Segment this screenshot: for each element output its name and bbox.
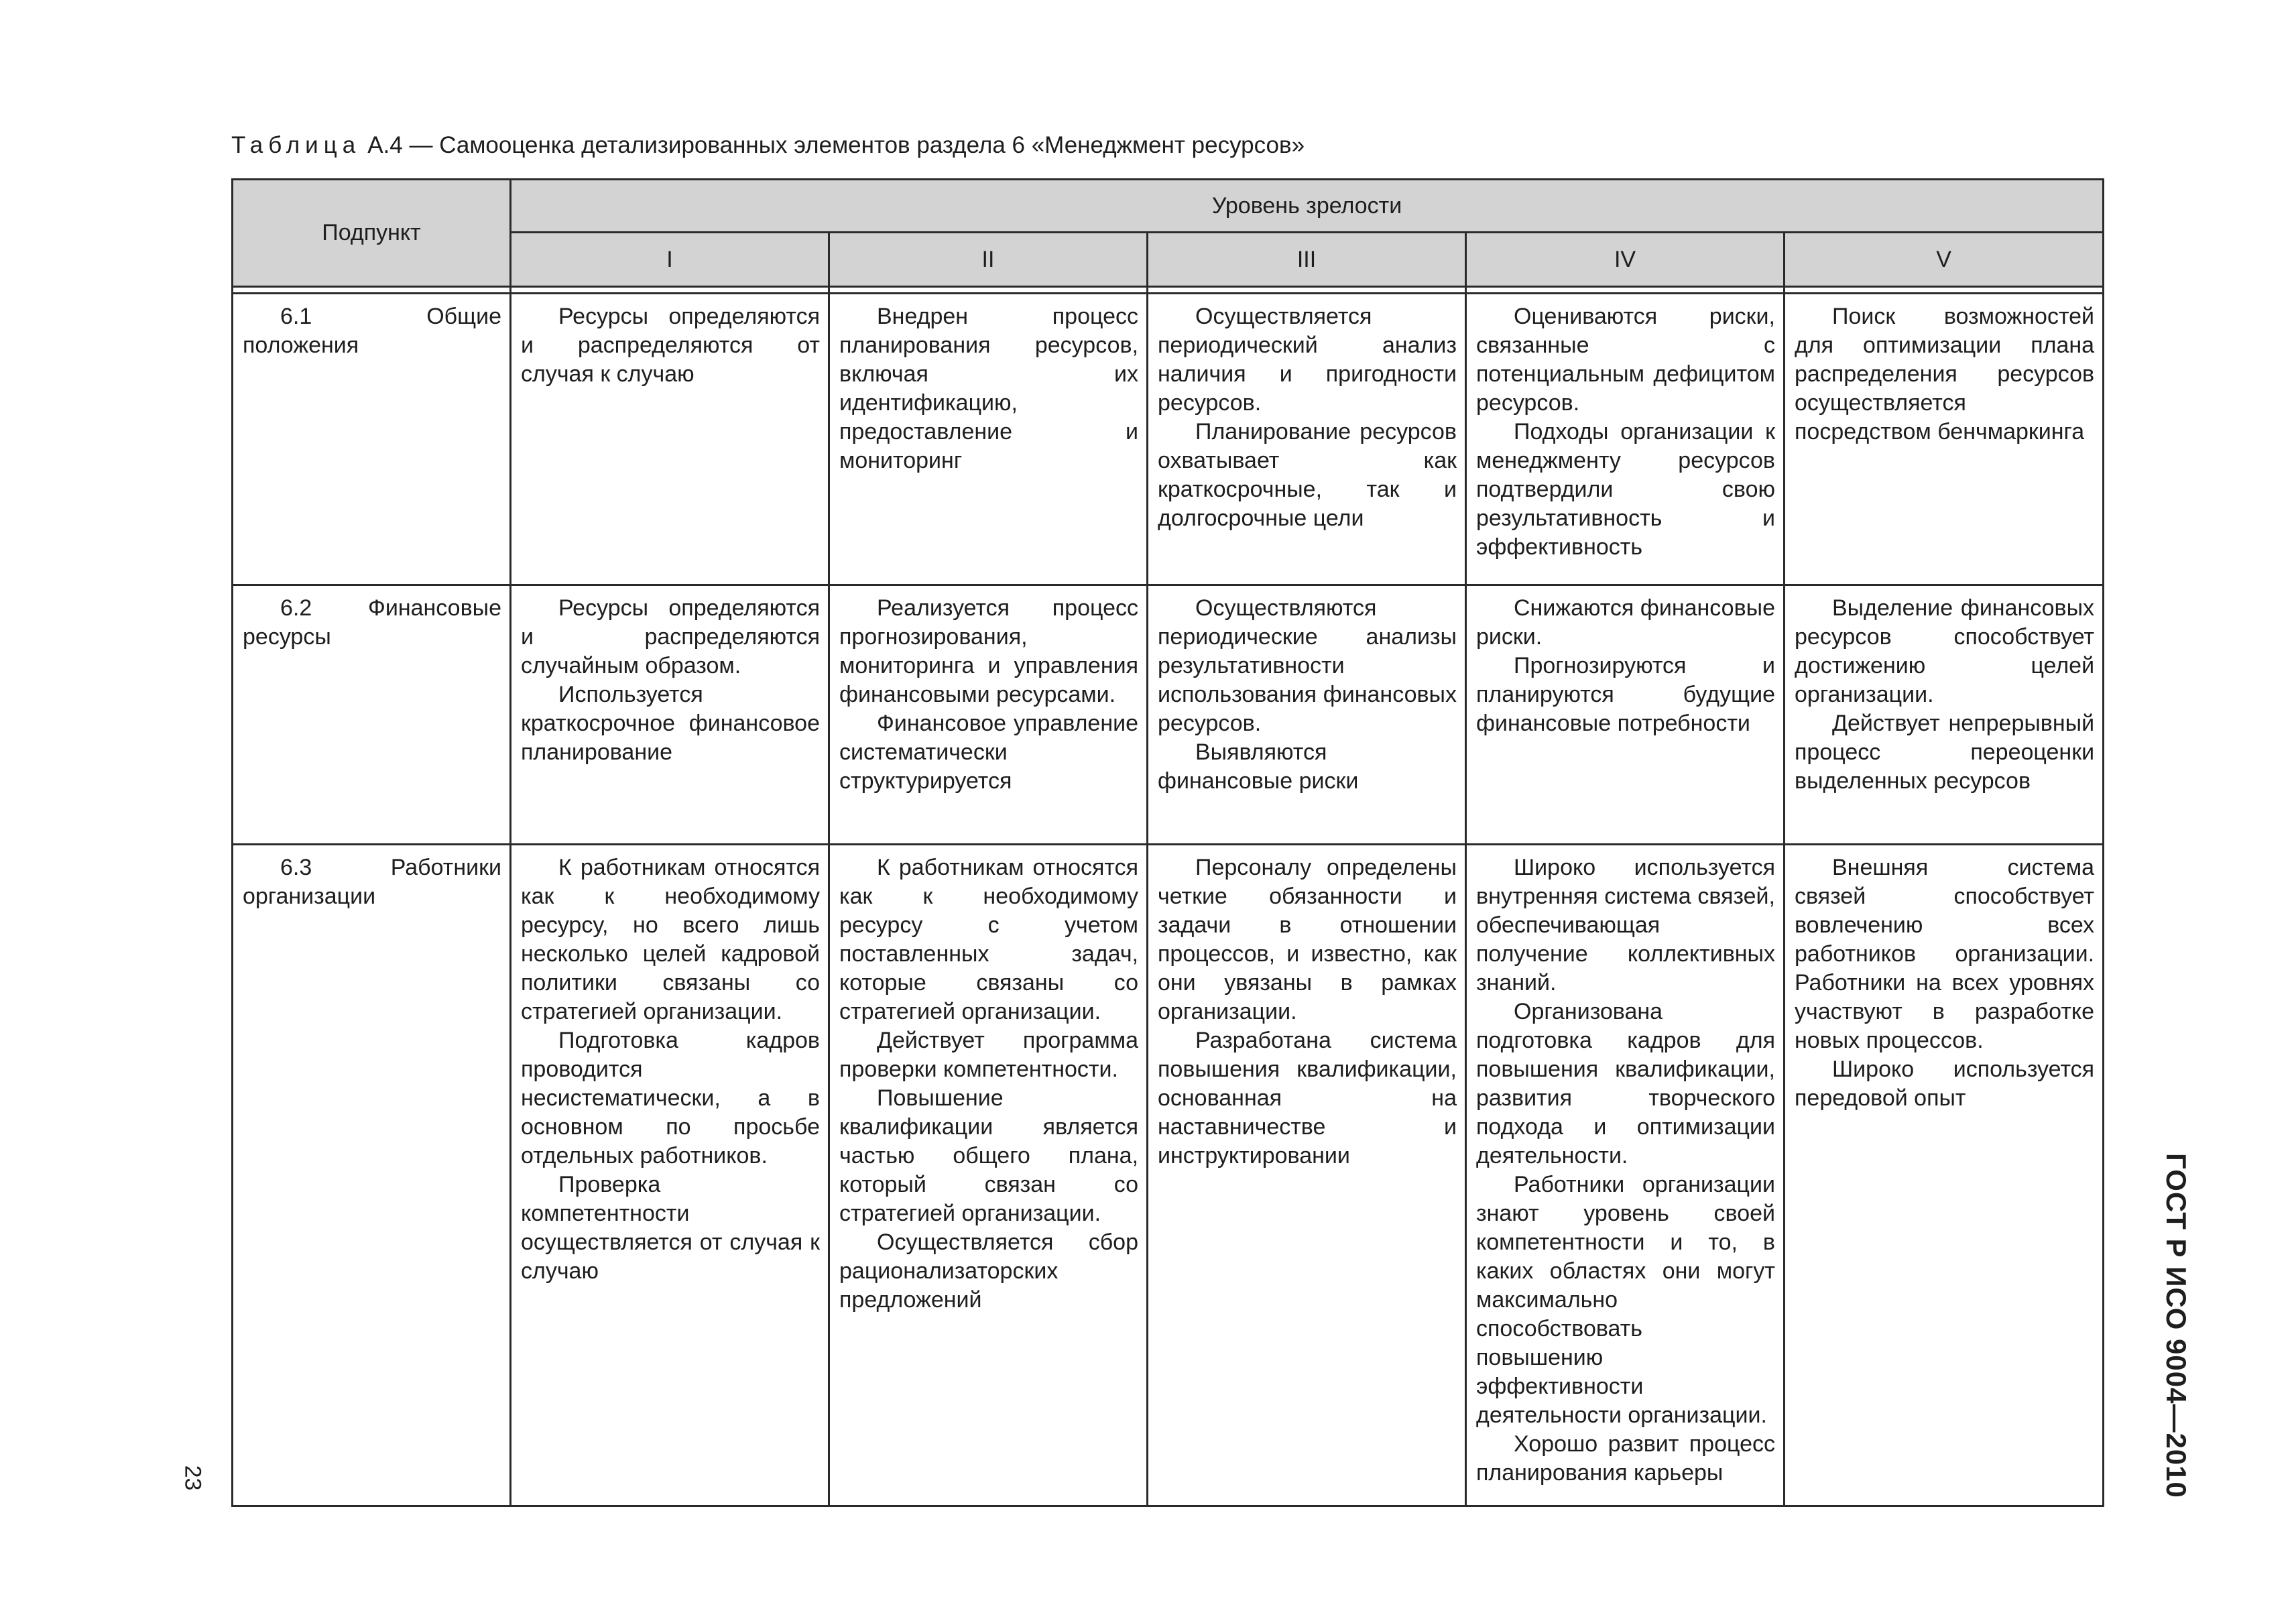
cell-level-4: Оцениваются риски, связанные с потенциальным дефицитом ресурсов. Подходы организации к менеджменту ресурсов подтвердили свою результативность и эффективность <box>1466 294 1785 585</box>
header-level-3: III <box>1148 233 1466 287</box>
cell-level-3: Осуществляются периодические анализы результативности использования финансовых ресурсов. Выявляются финансовые риски <box>1148 585 1466 845</box>
cell-level-1: Ресурсы определяются и распределяются случайным образом. Используется краткосрочное финансовое планирование <box>511 585 829 845</box>
header-level-5: V <box>1785 233 2104 287</box>
cell-level-2: К работникам относятся как к необходимому ресурсу с учетом поставленных задач, которые связаны со стратегией организации. Действует программа проверки компетентности. Повышение квалификации является частью общего плана, который связан со стратегией организации. Осуществляется сбор рационализаторских предложений <box>829 845 1148 1506</box>
table-row <box>233 294 2104 585</box>
cell-level-5: Выделение финансовых ресурсов способствует достижению целей организации. Действует непрерывный процесс переоценки выделенных ресурсов <box>1785 585 2104 845</box>
cell-level-5: Поиск возможностей для оптимизации плана распределения ресурсов осуществляется посредством бенчмаркинга <box>1785 294 2104 585</box>
cell-level-4: Широко используется внутренняя система связей, обеспечивающая получение коллективных знаний. Организована подготовка кадров для повышения квалификации, развития творческого подхода и оптимизации деятельности. Работники организации знают уровень своей компетентности и то, в каких областях они могут максимально способствовать повышению эффективности деятельности организации. Хорошо развит процесс планирования карьеры <box>1466 845 1785 1506</box>
table-row <box>233 845 2104 1506</box>
header-maturity-level: Уровень зрелости <box>511 180 2104 233</box>
cell-level-2: Реализуется процесс прогнозирования, мониторинга и управления финансовыми ресурсами. Финансовое управление систематически структурируется <box>829 585 1148 845</box>
table-row <box>233 585 2104 845</box>
standard-designation: ГОСТ Р ИСО 9004—2010 <box>2161 1153 2192 1498</box>
table-caption-label: Таблица <box>231 132 361 158</box>
cell-level-1: К работникам относятся как к необходимому ресурсу, но всего лишь несколько целей кадровой политики связаны со стратегией организации. Подготовка кадров проводится несистематически, а в основном по просьбе отдельных работников. Проверка компетентности осуществляется от случая к случаю <box>511 845 829 1506</box>
page-number: 23 <box>180 1465 206 1491</box>
row-subitem: 6.1 Общие положения <box>233 294 511 585</box>
cell-level-1: Ресурсы определяются и распределяются от случая к случаю <box>511 294 829 585</box>
self-assessment-table <box>231 178 2104 1507</box>
cell-level-4: Снижаются финансовые риски. Прогнозируются и планируются будущие финансовые потребности <box>1466 585 1785 845</box>
row-subitem: 6.3 Работники организации <box>233 845 511 1506</box>
table-caption <box>231 129 1305 162</box>
header-separator <box>233 287 2104 294</box>
cell-level-3: Персоналу определены четкие обязанности и задачи в отношении процессов, и известно, как они увязаны в рамках организации. Разработана система повышения квалификации, основанная на наставничестве и инструктировании <box>1148 845 1466 1506</box>
row-subitem: 6.2 Финансовые ресурсы <box>233 585 511 845</box>
header-level-1: I <box>511 233 829 287</box>
table-caption-text: А.4 — Самооценка детализированных элементов раздела 6 «Менеджмент ресурсов» <box>367 132 1305 158</box>
cell-level-5: Внешняя система связей способствует вовлечению всех работников организации. Работники на всех уровнях участвуют в разработке новых процессов. Широко используется передовой опыт <box>1785 845 2104 1506</box>
header-level-4: IV <box>1466 233 1785 287</box>
cell-level-2: Внедрен процесс планирования ресурсов, включая их идентификацию, предоставление и мониторинг <box>829 294 1148 585</box>
header-level-2: II <box>829 233 1148 287</box>
cell-level-3: Осуществляется периодический анализ наличия и пригодности ресурсов. Планирование ресурсов охватывает как краткосрочные, так и долгосрочные цели <box>1148 294 1466 585</box>
header-subitem: Подпункт <box>233 180 511 287</box>
